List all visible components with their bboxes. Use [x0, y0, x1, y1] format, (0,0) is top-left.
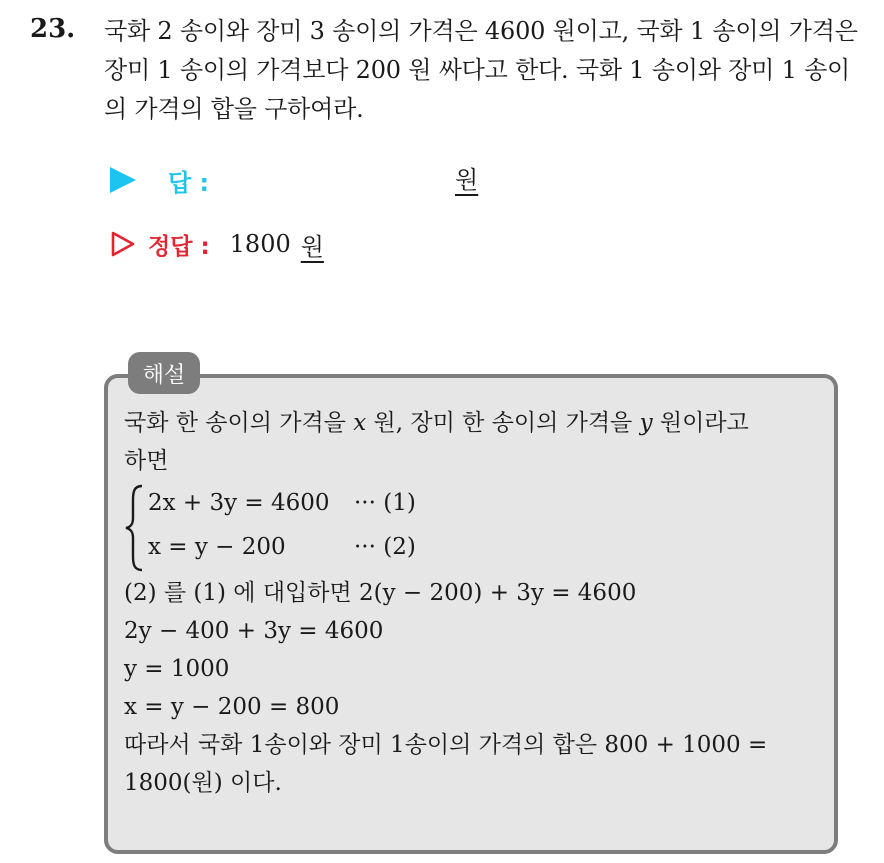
answer-row — [110, 162, 530, 198]
correct-answer-unit: 원 — [300, 232, 324, 261]
solution-step: y = 1000 — [124, 656, 230, 682]
answer-label: 답 : — [168, 168, 210, 197]
correct-answer-row — [110, 226, 324, 262]
correct-answer-label: 정답 : — [148, 233, 210, 260]
correct-answer-value: 1800 — [229, 230, 291, 258]
play-triangle-icon — [110, 167, 136, 193]
solution-intro — [124, 404, 832, 442]
question-text: 국화 2 송이와 장미 3 송이의 가격은 4600 원이고, 국화 1 송이의 가격은 장미 1 송이의 가격보다 200 원 싸다고 한다. 국화 1 송이와 장미 1 송이의 가격의 합을 구하여라. — [104, 17, 858, 123]
answer-unit: 원 — [455, 166, 479, 194]
equation-2-tag: ··· (2) — [354, 534, 416, 560]
left-brace-icon — [124, 484, 146, 572]
intro-text-3: 원이라고 — [659, 410, 749, 436]
intro-text-1: 국화 한 송이의 가격을 — [124, 410, 346, 436]
solution-tag: 해설 — [128, 352, 200, 394]
solution-step: 1800(원) 이다. — [124, 770, 282, 796]
solution-intro-line2: 하면 — [124, 448, 169, 474]
question-number: 23. — [30, 14, 76, 44]
equation-1: 2x + 3y = 4600 — [148, 490, 330, 516]
solution-step: 2y − 400 + 3y = 4600 — [124, 618, 384, 644]
solution-step: (2) 를 (1) 에 대입하면 2(y − 200) + 3y = 4600 — [124, 580, 637, 606]
variable-y: y — [639, 410, 653, 436]
intro-text-2: 원, 장미 한 송이의 가격을 — [373, 410, 633, 436]
equation-1-tag: ··· (1) — [354, 490, 416, 516]
equation-system — [124, 484, 832, 572]
variable-x: x — [353, 410, 367, 436]
equation-2: x = y − 200 — [148, 534, 286, 560]
outline-triangle-icon — [110, 231, 136, 257]
solution-step: x = y − 200 = 800 — [124, 694, 340, 720]
solution-step: 따라서 국화 1송이와 장미 1송이의 가격의 합은 800 + 1000 = — [124, 732, 768, 758]
solution-content — [124, 404, 832, 802]
